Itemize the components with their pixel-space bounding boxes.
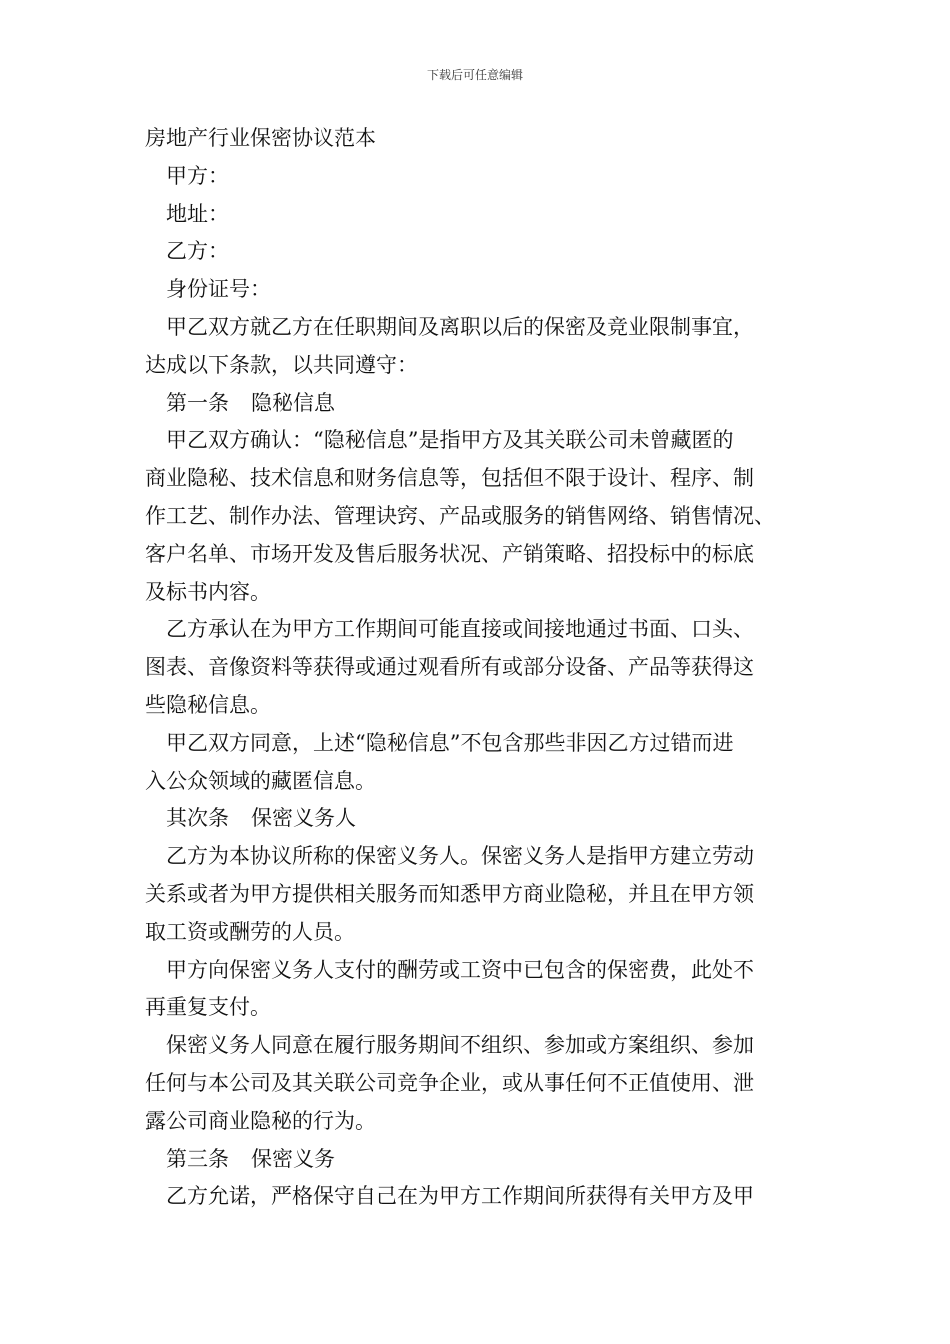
paragraph-line: 乙方承认在为甲方工作期间可能直接或间接地通过书面、口头、	[166, 617, 754, 642]
paragraph-line: 甲乙双方同意，上述“隐秘信息”不包含那些非因乙方过错而进	[166, 730, 734, 755]
paragraph-line: 取工资或酬劳的人员。	[145, 919, 355, 944]
paragraph-line: 商业隐秘、技术信息和财务信息等，包括但不限于设计、程序、制	[145, 466, 754, 491]
paragraph-line: 甲方向保密义务人支付的酬劳或工资中已包含的保密费，此处不	[166, 957, 754, 982]
paragraph-line: 甲乙双方就乙方在任职期间及离职以后的保密及竞业限制事宜，	[166, 314, 754, 339]
intro-paragraph	[145, 309, 835, 385]
article-1-paragraph-2	[145, 611, 835, 724]
article-number: 第一条	[166, 390, 229, 415]
field-party-a: 甲方：	[166, 163, 229, 188]
document-title: 房地产行业保密协议范本	[145, 126, 376, 150]
article-2-paragraph-2	[145, 952, 835, 1028]
article-1-paragraph-1	[145, 422, 835, 611]
paragraph-line: 保密义务人同意在履行服务期间不组织、参加或方案组织、参加	[166, 1033, 754, 1058]
paragraph-line: 客户名单、市场开发及售后服务状况、产销策略、招投标中的标底	[145, 541, 754, 566]
field-address: 地址：	[166, 201, 229, 226]
paragraph-line: 任何与本公司及其关联公司竞争企业，或从事任何不正值使用、泄	[145, 1070, 754, 1095]
article-name: 保密义务人	[251, 806, 356, 831]
document-body	[145, 120, 835, 1216]
page-header-note: 下载后可任意编辑	[426, 68, 523, 82]
article-2-paragraph-3	[145, 1027, 835, 1140]
field-id-number: 身份证号：	[166, 277, 271, 302]
article-3-heading	[145, 1141, 835, 1179]
article-number: 其次条	[166, 806, 229, 831]
paragraph-line: 乙方为本协议所称的保密义务人。保密义务人是指甲方建立劳动	[166, 844, 754, 869]
paragraph-line: 及标书内容。	[145, 579, 271, 604]
paragraph-line: 乙方允诺，严格保守自己在为甲方工作期间所获得有关甲方及甲	[166, 1184, 754, 1209]
article-1-paragraph-3	[145, 725, 835, 801]
paragraph-line: 图表、音像资料等获得或通过观看所有或部分设备、产品等获得这	[145, 655, 754, 680]
paragraph-line: 再重复支付。	[145, 995, 271, 1020]
article-name: 保密义务	[251, 1146, 335, 1171]
article-number: 第三条	[166, 1146, 229, 1171]
paragraph-line: 些隐秘信息。	[145, 692, 271, 717]
paragraph-line: 作工艺、制作办法、管理诀窍、产品或服务的销售网络、销售情况、	[145, 503, 775, 528]
paragraph-line: 甲乙双方确认：“隐秘信息”是指甲方及其关联公司未曾藏匿的	[166, 428, 734, 453]
paragraph-line: 露公司商业隐秘的行为。	[145, 1108, 376, 1133]
article-1-heading	[145, 385, 835, 423]
paragraph-line: 关系或者为甲方提供相关服务而知悉甲方商业隐秘，并且在甲方领	[145, 881, 754, 906]
paragraph-line: 达成以下条款，以共同遵守：	[145, 352, 418, 377]
paragraph-line: 入公众领域的藏匿信息。	[145, 768, 376, 793]
field-party-b: 乙方：	[166, 239, 229, 264]
article-2-paragraph-1	[145, 838, 835, 951]
article-2-heading	[145, 800, 835, 838]
article-3-paragraph-1	[145, 1178, 835, 1216]
article-name: 隐秘信息	[251, 390, 335, 415]
